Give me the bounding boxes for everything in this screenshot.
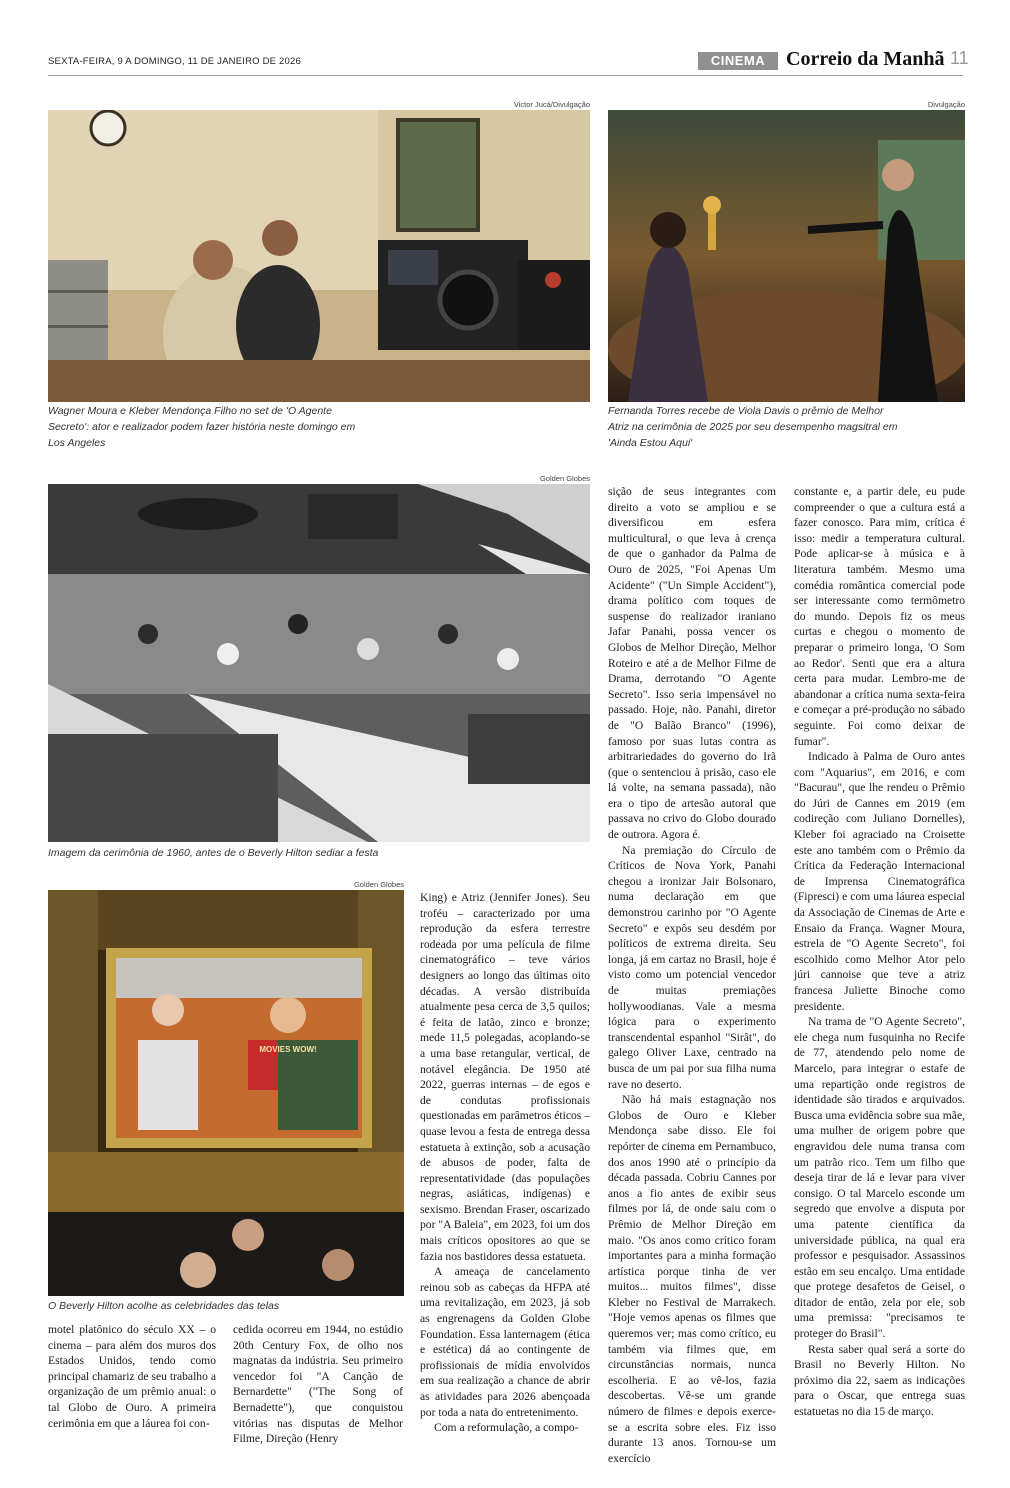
newspaper-name: Correio da Manhã bbox=[786, 48, 945, 70]
article-paragraph: A ameaça de cancelamento reinou sob as cabeças da HFPA até uma revitalização, em 2023, já sob as engrenagens da Golden Globe Foundation. Essa lanternagem (ética e estética) dá ao contingente de profissionais de mídia envolvidos em sua realização a chance de abrir as atividades para 2026 abençoada por toda a nata do entretenimento. bbox=[420, 1265, 590, 1419]
article-column-3 bbox=[420, 890, 590, 1436]
page-number: 11 bbox=[950, 48, 969, 68]
film-set-photo bbox=[48, 110, 590, 402]
ceremony-1960-photo bbox=[48, 484, 590, 842]
screen-headline: MOVIES WOW! bbox=[259, 1045, 317, 1054]
article-paragraph: King) e Atriz (Jennifer Jones). Seu troféu – caracterizado por uma reprodução da esfera terrestre rodeada por uma película de filme cinematográfico – teve vários designers ao longo das últimas oito décadas. A versão distribuída atualmente pesa cerca de 3,5 quilos; é feita de latão, zinco e bronze; mede 11,5 polegadas, acoplando-se a uma base retangular, vertical, de notável elegância. De 1950 até 2022, guerras internas – de egos e de condutas profissionais questionadas em parâmetros éticos – quase levou a festa de entrega dessa estatueta à extinção, sob a acusação de abusos de poder, falta de representatividade (das populações negras, asiáticas, indígenas) e sexismo. Brendan Fraser, oscarizado por "A Baleia", em 2023, foi um dos mais críticos opositores ao que se fazia nos bastidores dessa estatueta. bbox=[420, 891, 590, 1263]
award-ceremony-photo bbox=[608, 110, 965, 402]
section-label: CINEMA bbox=[698, 52, 778, 70]
article-column-5 bbox=[794, 484, 965, 1420]
photo-credit: Victor Jucá/Divulgação bbox=[513, 100, 590, 109]
article-paragraph: sição de seus integrantes com direito a voto se ampliou e se diversificou em esfera multicultural, o que leva à crença de que o ganhador da Palma de Ouro de 2025, "Foi Apenas Um Acidente" ("Un Simple Accident"), drama político com toques de suspense do realizador iraniano Jafar Panahi, possa vencer os Globos de Melhor Direção, Melhor Roteiro e até a de Melhor Filme de Drama, derrotando "O Agente Secreto". Isso seria impensável no passado. Hoje, não. Panahi, diretor de "O Balão Branco" (1996), famoso por suas lutas contra as arbitrariedades do governo do Irã (que o sentenciou à prisão, caso ele lá volte, na semana passada), não era o tipo de artesão autoral que passava no crivo do Globo dourado de outrora. Agora é. bbox=[608, 485, 776, 842]
article-paragraph: Com a reformulação, a compo- bbox=[434, 1421, 579, 1435]
photo-caption: Fernanda Torres recebe de Viola Davis o prêmio de Melhor Atriz na cerimônia de 2025 por seu desempenho magsitral em 'Ainda Estou Aqui' bbox=[608, 405, 898, 449]
article-paragraph: Indicado à Palma de Ouro antes com "Aquarius", em 2016, e com "Bacurau", que lhe rendeu o Prêmio do Júri de Cannes em 2019 (em codireção com Juliano Dornelles), Kleber foi agraciado na Croisette este ano também com o Prêmio da Crítica da Federação Internacional de Imprensa Cinematográfica (Fipresci) e com uma láurea especial da Associação de Cinemas de Arte e Ensaio da França. Wagner Moura, estrela de "O Agente Secreto", foi escolhido como Melhor Ator pelo júri cannoise que teve a atriz francesa Juliette Binoche como presidente. bbox=[794, 750, 965, 1013]
photo-caption: Imagem da cerimônia de 1960, antes de o Beverly Hilton sediar a festa bbox=[48, 847, 379, 859]
photo-caption: Wagner Moura e Kleber Mendonça Filho no set de 'O Agente Secreto': ator e realizador podem fazer história neste domingo em Los Angeles bbox=[48, 405, 356, 449]
article-column-1 bbox=[48, 1322, 216, 1431]
photo-credit: Golden Globes bbox=[539, 474, 590, 483]
article-column-2 bbox=[233, 1322, 403, 1447]
article-paragraph: Não há mais estagnação nos Globos de Ouro e Kleber Mendonça sabe disso. Ele foi repórter de cinema em Pernambuco, dos anos 1990 até o princípio da década passada. Cobriu Cannes por anos a fio antes de exibir seus filmes por lá, de onde saiu com o Prêmio de Melhor Direção em maio. "Os anos como crítico foram importantes para a minha formação artística porque tinha de ver muitos... muitos filmes", disse Kleber no Festival de Marrakech. "Hoje vemos apenas os filmes que queremos ver; mas como crítico, eu também via filmes que, em circunstâncias normais, nunca escolheria. E ao vê-los, fazia descobertas. Vê-se um grande número de filmes e depois exerce-se a escrita sobre eles. Fiz isso durante 13 anos. Tornou-se um exercício bbox=[608, 1093, 776, 1465]
photo-caption: O Beverly Hilton acolhe as celebridades das telas bbox=[48, 1300, 280, 1312]
beverly-hilton-photo bbox=[48, 890, 404, 1296]
header-rule bbox=[48, 75, 963, 76]
article-paragraph: motel platônico do século XX – o cinema – para além dos muros dos Estados Unidos, tendo como principal chamariz de seu trabalho a organização de um prêmio anual: o tal Globo de Ouro. A primeira cerimônia em que a láurea foi con- bbox=[48, 1323, 216, 1430]
article-paragraph: Na premiação do Círculo de Críticos de Nova York, Panahi chegou a ironizar Jair Bolsonaro, numa declaração em que demonstrou carinho por "O Agente Secreto" e expôs seu desdém por políticos de extrema direita. Seu longa, já em cartaz no Brasil, hoje é visto como um potencial vencedor de muitas premiações hollywoodianas. Vale a mesma lógica para o experimento transcendental espanhol "Sirât", do galego Oliver Laxe, centrado na busca de um pai por sua filha numa rave no deserto. bbox=[608, 843, 776, 1091]
article-paragraph: cedida ocorreu em 1944, no estúdio 20th Century Fox, de olho nos magnatas da indústria. Seu primeiro vencedor foi "A Canção de Bernardette" ("The Song of Bernadette"), que conquistou vitórias nas disputas de Melhor Filme, Direção (Henry bbox=[233, 1323, 403, 1446]
article-paragraph: Na trama de "O Agente Secreto", ele chega num fusquinha no Recife de 77, atendendo pelo nome de Marcelo, para integrar o estafe de uma repartição onde registros de identidade são tirados e arquivados. Busca uma evidência sobre sua mãe, uma mulher de origem pobre que engravidou dele numa transa com um patrão rico. Tem um filho que deseja tirar de lá e levar para viver consigo. O tal Marcelo esconde um segredo que envolve a disputa por uma patente científica da universidade pública, na qual era professor e pesquisador. Assassinos estão em seu encalço. Uma entidade que protege desafetos de Geisel, o ditador de então, zela por ele, sob uma premissa: "precisamos te proteger do Brasil". bbox=[794, 1015, 965, 1341]
article-paragraph: constante e, a partir dele, eu pude compreender o que a cultura está a fazer conosco. Para mim, crítica é isso: medir a temperatura cultural. Pode aplicar-se à música e à literatura também. Mesmo uma comédia romântica comercial pode ser interessante como termômetro do mundo. Depois fiz os meus curtas e chegou o momento de preparar o primeiro longa, 'O Som ao Redor'. Senti que era a altura certa para mudar. Lembro-me de abandonar a crítica numa sexta-feira e começar a pré-produção no sábado seguinte. Foi como deixar de fumar". bbox=[794, 485, 965, 748]
photo-credit: Golden Globes bbox=[353, 880, 404, 889]
photo-credit: Divulgação bbox=[927, 100, 965, 109]
article-column-4 bbox=[608, 484, 776, 1466]
article-paragraph: Resta saber qual será a sorte do Brasil no Beverly Hilton. No próximo dia 22, saem as indicações para o Oscar, que entrega suas estatuetas no dia 15 de março. bbox=[794, 1342, 965, 1419]
edition-date: SEXTA-FEIRA, 9 A DOMINGO, 11 DE JANEIRO DE 2026 bbox=[48, 56, 301, 67]
